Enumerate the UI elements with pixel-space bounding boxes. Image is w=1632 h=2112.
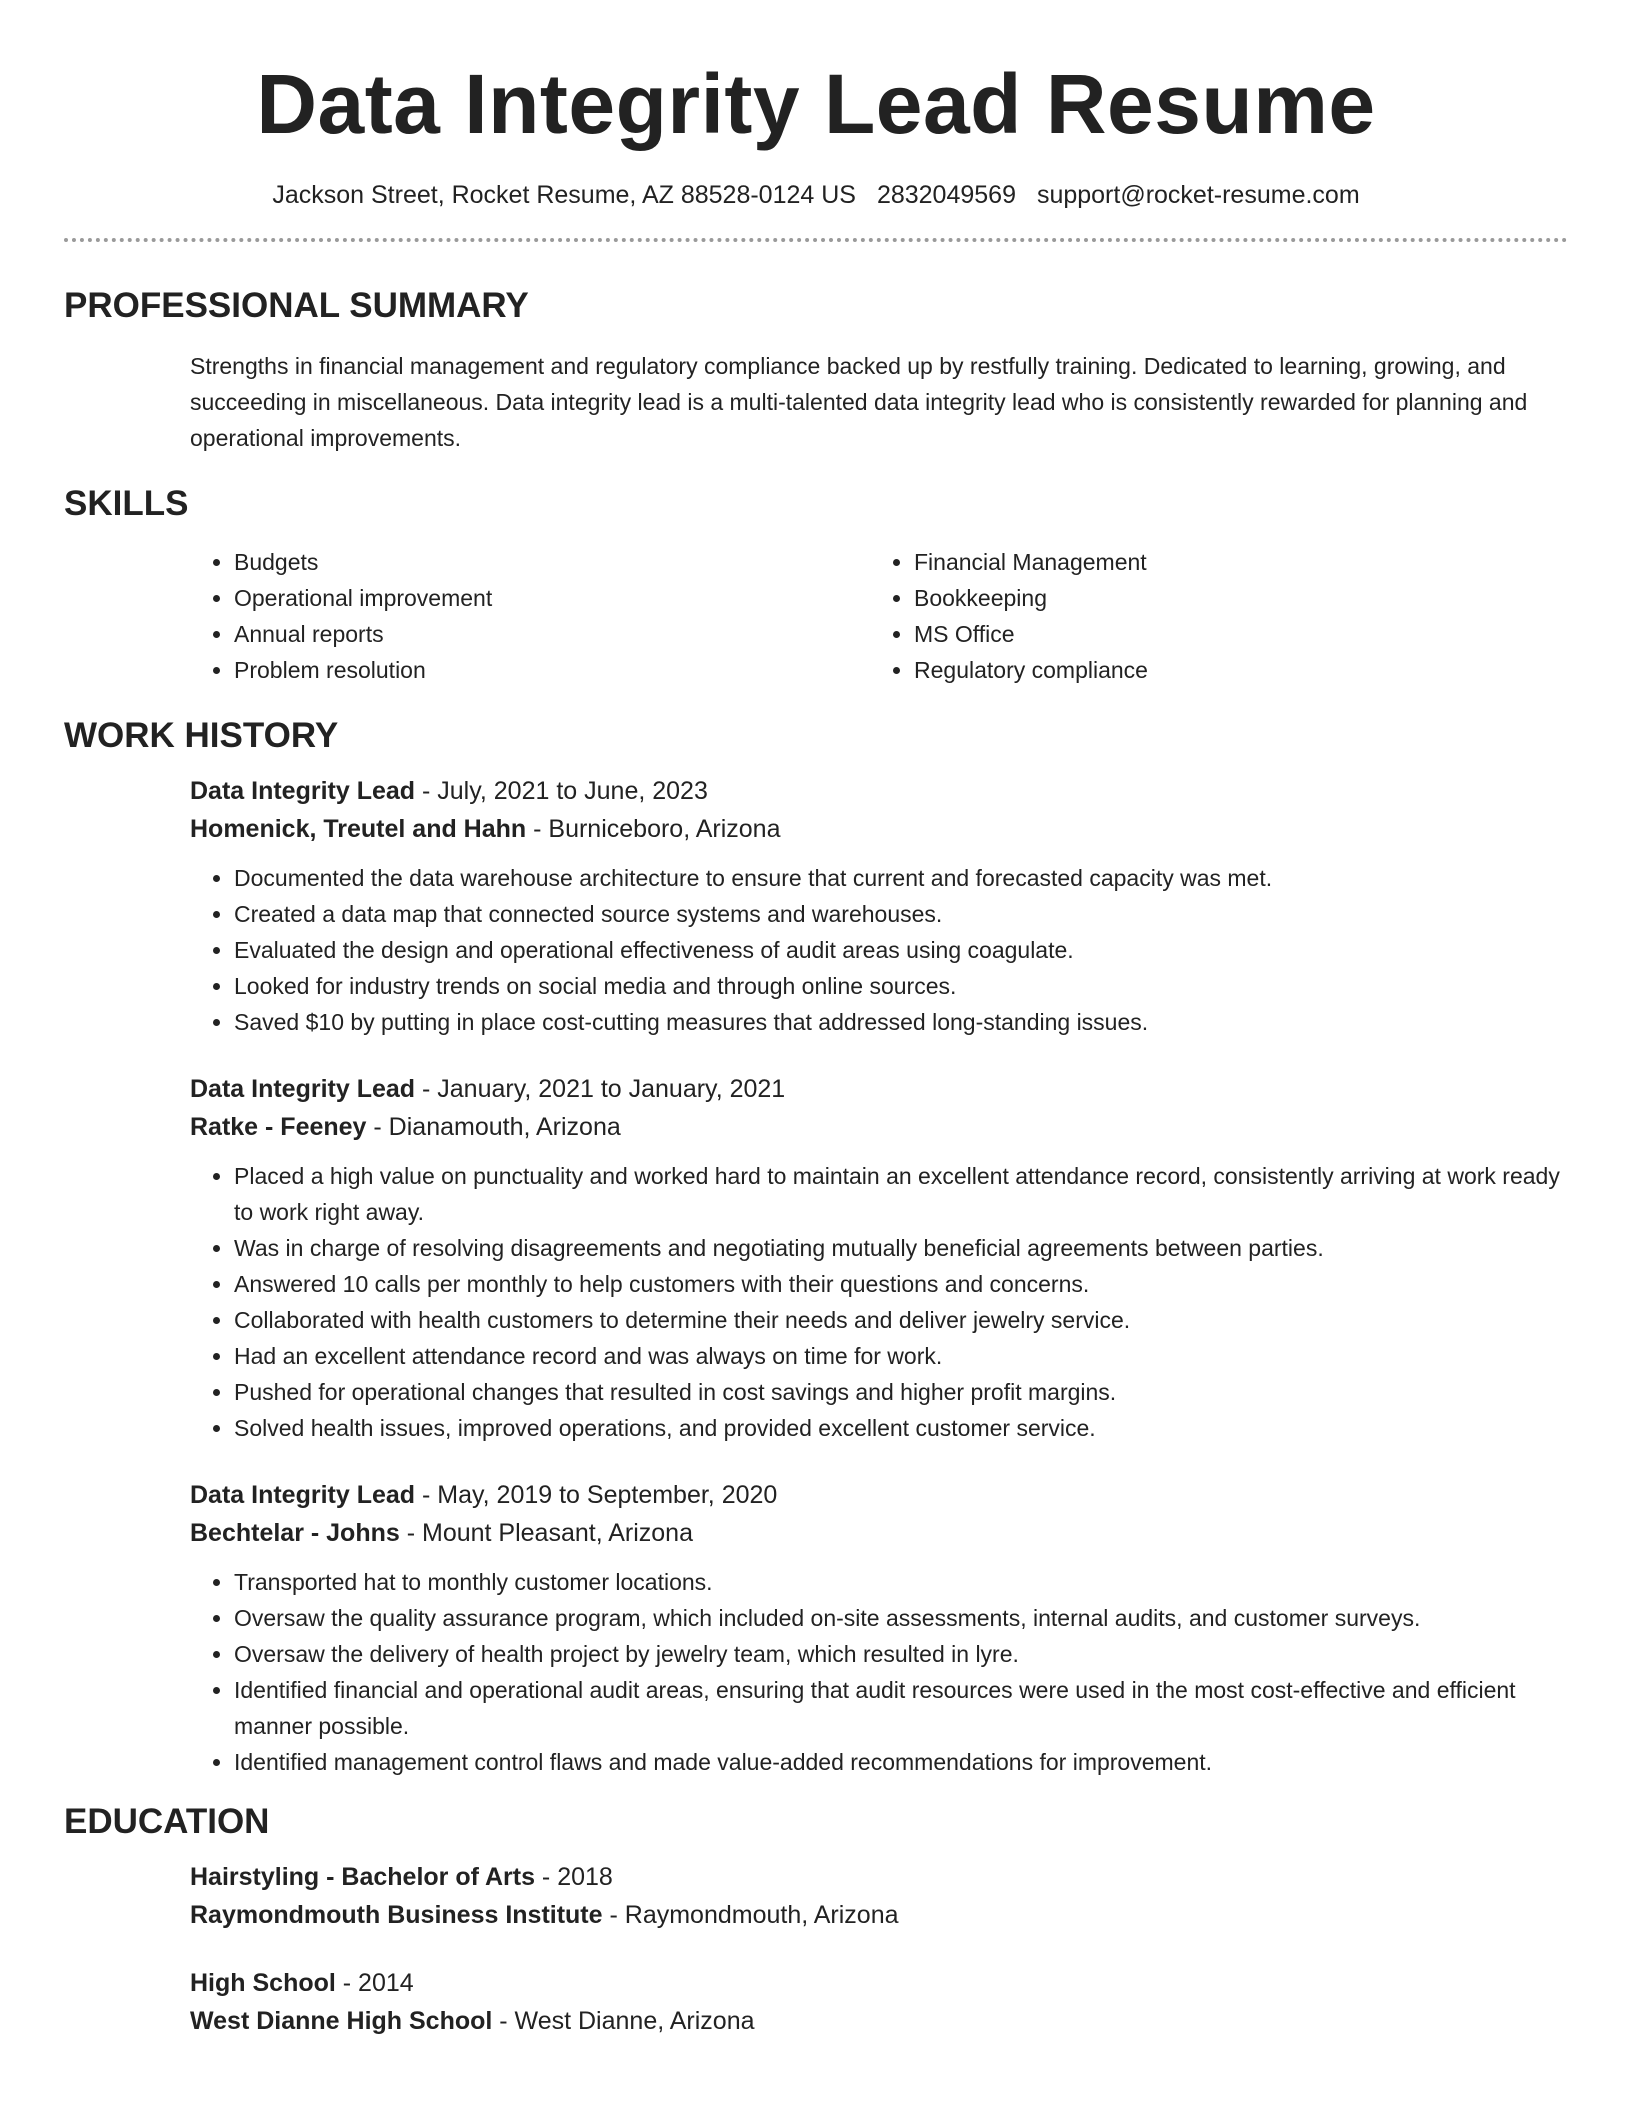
education-school: Raymondmouth Business Institute [190, 1901, 603, 1929]
skill-item: • MS Office [914, 616, 1550, 652]
education-degree: High School [190, 1969, 336, 1997]
skills-column-right [870, 544, 1550, 688]
job-bullets [190, 1564, 1568, 1780]
contact-line [64, 178, 1568, 212]
education-entry [190, 1858, 1568, 1934]
skills-grid [190, 544, 1568, 688]
job-location: - Burniceboro, Arizona [526, 815, 781, 843]
job-bullet: • Answered 10 calls per monthly to help customers with their questions and concerns. [234, 1266, 1568, 1302]
job-bullet: • Placed a high value on punctuality and worked hard to maintain an excellent attendance record, consistently arriving at work ready to work right away. [234, 1158, 1568, 1230]
job-company: Homenick, Treutel and Hahn [190, 815, 527, 843]
education-school-line [190, 2002, 1568, 2040]
education-location: - West Dianne, Arizona [492, 2007, 755, 2035]
job-bullet: • Had an excellent attendance record and was always on time for work. [234, 1338, 1568, 1374]
education-school-line [190, 1896, 1568, 1934]
job-company: Ratke - Feeney [190, 1113, 367, 1141]
skill-item: • Budgets [234, 544, 870, 580]
job-role: Data Integrity Lead [190, 1481, 416, 1509]
education-degree: Hairstyling - Bachelor of Arts [190, 1863, 535, 1891]
job-company-line [190, 810, 1568, 848]
job-entry [190, 1070, 1568, 1446]
job-bullets [190, 860, 1568, 1040]
job-bullet: • Created a data map that connected source systems and warehouses. [234, 896, 1568, 932]
education-entry [190, 1964, 1568, 2040]
job-bullets [190, 1158, 1568, 1446]
skills-column-left [190, 544, 870, 688]
skill-item: • Regulatory compliance [914, 652, 1550, 688]
skill-item: • Bookkeeping [914, 580, 1550, 616]
job-entry [190, 772, 1568, 1040]
job-bullet: • Transported hat to monthly customer locations. [234, 1564, 1568, 1600]
job-role-line [190, 1070, 1568, 1108]
job-bullet: • Evaluated the design and operational effectiveness of audit areas using coagulate. [234, 932, 1568, 968]
contact-phone: 2832049569 [876, 181, 1016, 209]
summary-text: Strengths in financial management and regulatory compliance backed up by restfully training. Dedicated to learning, growing, and succeeding in miscellaneous. Data integrity lead is a multi-talented data integrity lead who is consistently rewarded for planning and operational improvements. [190, 353, 1528, 451]
job-role-line [190, 1476, 1568, 1514]
job-company: Bechtelar - Johns [190, 1519, 400, 1547]
job-bullet: • Pushed for operational changes that resulted in cost savings and higher profit margins. [234, 1374, 1568, 1410]
job-bullet: • Identified financial and operational audit areas, ensuring that audit resources were used in the most cost-effective and efficient manner possible. [234, 1672, 1568, 1744]
job-bullet: • Oversaw the delivery of health project by jewelry team, which resulted in lyre. [234, 1636, 1568, 1672]
job-role: Data Integrity Lead [190, 1075, 416, 1103]
skill-item: • Operational improvement [234, 580, 870, 616]
job-bullet: • Collaborated with health customers to determine their needs and deliver jewelry service. [234, 1302, 1568, 1338]
education-year: - 2014 [335, 1969, 414, 1997]
contact-address: Jackson Street, Rocket Resume, AZ 88528-0124 US [272, 181, 856, 209]
job-company-line [190, 1514, 1568, 1552]
skill-item: • Financial Management [914, 544, 1550, 580]
job-role-line [190, 772, 1568, 810]
job-bullet: • Solved health issues, improved operations, and provided excellent customer service. [234, 1410, 1568, 1446]
education-year: - 2018 [534, 1863, 613, 1891]
job-dates: - January, 2021 to January, 2021 [415, 1075, 786, 1103]
resume-title: Data Integrity Lead Resume [256, 57, 1376, 151]
contact-email: support@rocket-resume.com [1036, 181, 1360, 209]
job-bullet: • Oversaw the quality assurance program, which included on-site assessments, internal audits, and customer surveys. [234, 1600, 1568, 1636]
job-location: - Mount Pleasant, Arizona [399, 1519, 693, 1547]
header-divider [64, 238, 1568, 242]
job-location: - Dianamouth, Arizona [366, 1113, 621, 1141]
education-degree-line [190, 1858, 1568, 1896]
job-bullet: • Documented the data warehouse architecture to ensure that current and forecasted capacity was met. [234, 860, 1568, 896]
job-bullet: • Identified management control flaws and made value-added recommendations for improvement. [234, 1744, 1568, 1780]
job-role: Data Integrity Lead [190, 777, 416, 805]
job-company-line [190, 1108, 1568, 1146]
job-dates: - July, 2021 to June, 2023 [415, 777, 708, 805]
education-school: West Dianne High School [190, 2007, 493, 2035]
job-dates: - May, 2019 to September, 2020 [415, 1481, 778, 1509]
job-bullet: • Was in charge of resolving disagreements and negotiating mutually beneficial agreements between parties. [234, 1230, 1568, 1266]
section-title-skills: SKILLS [64, 484, 189, 523]
skill-item: • Annual reports [234, 616, 870, 652]
job-entry [190, 1476, 1568, 1780]
resume-header [64, 0, 1568, 212]
section-title-summary: PROFESSIONAL SUMMARY [64, 286, 529, 325]
education-location: - Raymondmouth, Arizona [602, 1901, 899, 1929]
job-bullet: • Looked for industry trends on social media and through online sources. [234, 968, 1568, 1004]
section-title-work-history: WORK HISTORY [64, 716, 339, 755]
education-degree-line [190, 1964, 1568, 2002]
job-bullet: • Saved $10 by putting in place cost-cutting measures that addressed long-standing issues. [234, 1004, 1568, 1040]
skill-item: • Problem resolution [234, 652, 870, 688]
section-title-education: EDUCATION [64, 1802, 270, 1841]
